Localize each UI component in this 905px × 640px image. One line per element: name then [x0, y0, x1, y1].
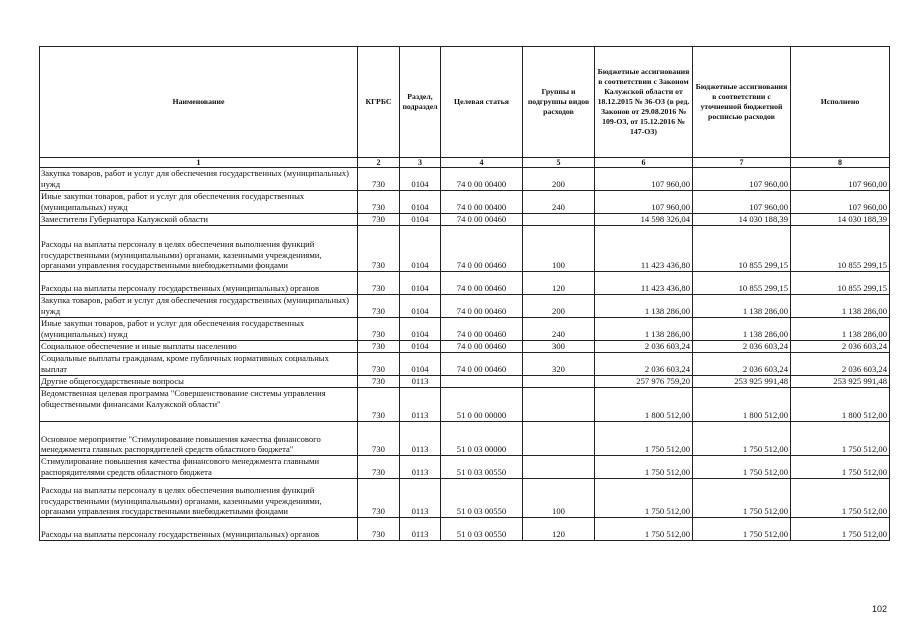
table-row: [40, 214, 890, 226]
row-law-amount: 1 750 512,00: [595, 456, 693, 479]
row-kgrbs: 730: [358, 318, 400, 341]
row-kgrbs: 730: [358, 353, 400, 376]
column-number: 3: [400, 158, 441, 168]
row-group: 320: [523, 353, 595, 376]
table-row: [40, 388, 890, 422]
budget-table-sheet: [39, 46, 889, 541]
column-number: 7: [693, 158, 791, 168]
row-kgrbs: 730: [358, 226, 400, 272]
row-law-amount: 11 423 436,80: [595, 272, 693, 295]
row-group: 100: [523, 479, 595, 518]
row-name: Стимулирование повышения качества финансового менеджмента главными распорядителями средств областного бюджета: [40, 456, 358, 479]
row-group: [523, 422, 595, 456]
row-group: 120: [523, 272, 595, 295]
row-name: Социальные выплаты гражданам, кроме публичных нормативных социальных выплат: [40, 353, 358, 376]
row-name: Закупка товаров, работ и услуг для обеспечения государственных (муниципальных) нужд: [40, 295, 358, 318]
row-done-amount: 1 800 512,00: [791, 388, 890, 422]
header-section: Раздел, подраздел: [400, 47, 441, 158]
row-group: [523, 388, 595, 422]
row-law-amount: 2 036 603,24: [595, 353, 693, 376]
row-target: 74 0 00 00460: [441, 295, 523, 318]
row-schedule-amount: 1 750 512,00: [693, 456, 791, 479]
row-schedule-amount: 1 750 512,00: [693, 422, 791, 456]
row-target: 74 0 00 00460: [441, 341, 523, 353]
row-kgrbs: 730: [358, 376, 400, 388]
row-group: 100: [523, 226, 595, 272]
table-row: [40, 226, 890, 272]
column-number: 5: [523, 158, 595, 168]
row-law-amount: 1 800 512,00: [595, 388, 693, 422]
row-section: 0104: [400, 214, 441, 226]
header-target: Целевая статья: [441, 47, 523, 158]
row-schedule-amount: 10 855 299,15: [693, 272, 791, 295]
row-target: 74 0 00 00460: [441, 353, 523, 376]
column-number-row: [40, 158, 890, 168]
table-row: [40, 295, 890, 318]
page-number: 102: [871, 604, 887, 614]
row-target: 74 0 00 00460: [441, 272, 523, 295]
row-name: Другие общегосударственные вопросы: [40, 376, 358, 388]
row-kgrbs: 730: [358, 191, 400, 214]
table-row: [40, 168, 890, 191]
row-group: 300: [523, 341, 595, 353]
header-law: Бюджетные ассигнования в соответствии с Законом Калужской области от 18.12.2015 № 36-ОЗ (в ред. Законов от 29.08.2016 № 109-ОЗ, от 15.12.2016 № 147-ОЗ): [595, 47, 693, 158]
row-section: 0104: [400, 226, 441, 272]
row-section: 0104: [400, 341, 441, 353]
row-target: [441, 376, 523, 388]
row-target: 74 0 00 00460: [441, 226, 523, 272]
row-section: 0104: [400, 295, 441, 318]
row-kgrbs: 730: [358, 168, 400, 191]
table-row: [40, 341, 890, 353]
row-section: 0113: [400, 456, 441, 479]
row-schedule-amount: 107 960,00: [693, 168, 791, 191]
row-kgrbs: 730: [358, 456, 400, 479]
row-target: 51 0 03 00550: [441, 518, 523, 541]
header-kgrbs: КГРБС: [358, 47, 400, 158]
row-schedule-amount: 1 800 512,00: [693, 388, 791, 422]
row-group: [523, 456, 595, 479]
row-kgrbs: 730: [358, 214, 400, 226]
header-groups: Группы и подгруппы видов расходов: [523, 47, 595, 158]
column-number: 1: [40, 158, 358, 168]
row-done-amount: 1 750 512,00: [791, 456, 890, 479]
header-schedule: Бюджетные ассигнования в соответствии с уточненной бюджетной росписью расходов: [693, 47, 791, 158]
row-kgrbs: 730: [358, 422, 400, 456]
row-target: 51 0 00 00000: [441, 388, 523, 422]
row-section: 0113: [400, 479, 441, 518]
header-done: Исполнено: [791, 47, 890, 158]
row-name: Расходы на выплаты персоналу государственных (муниципальных) органов: [40, 518, 358, 541]
row-done-amount: 14 030 188,39: [791, 214, 890, 226]
row-kgrbs: 730: [358, 518, 400, 541]
row-target: 74 0 00 00400: [441, 168, 523, 191]
row-group: 240: [523, 318, 595, 341]
table-row: [40, 376, 890, 388]
row-done-amount: 253 925 991,48: [791, 376, 890, 388]
row-schedule-amount: 1 138 286,00: [693, 295, 791, 318]
row-group: 120: [523, 518, 595, 541]
row-section: 0113: [400, 518, 441, 541]
row-kgrbs: 730: [358, 479, 400, 518]
row-schedule-amount: 10 855 299,15: [693, 226, 791, 272]
row-section: 0104: [400, 168, 441, 191]
row-section: 0113: [400, 376, 441, 388]
column-number: 8: [791, 158, 890, 168]
row-done-amount: 1 138 286,00: [791, 295, 890, 318]
row-law-amount: 1 750 512,00: [595, 518, 693, 541]
budget-table: [39, 46, 890, 541]
table-row: [40, 456, 890, 479]
row-group: 200: [523, 168, 595, 191]
row-law-amount: 1 138 286,00: [595, 295, 693, 318]
row-name: Иные закупки товаров, работ и услуг для обеспечения государственных (муниципальных) нужд: [40, 191, 358, 214]
column-number: 2: [358, 158, 400, 168]
row-schedule-amount: 107 960,00: [693, 191, 791, 214]
row-law-amount: 257 976 759,20: [595, 376, 693, 388]
row-schedule-amount: 2 036 603,24: [693, 341, 791, 353]
row-done-amount: 107 960,00: [791, 168, 890, 191]
row-section: 0104: [400, 272, 441, 295]
row-done-amount: 10 855 299,15: [791, 272, 890, 295]
row-law-amount: 2 036 603,24: [595, 341, 693, 353]
table-row: [40, 479, 890, 518]
row-done-amount: 1 750 512,00: [791, 479, 890, 518]
row-kgrbs: 730: [358, 272, 400, 295]
row-section: 0104: [400, 318, 441, 341]
row-law-amount: 1 750 512,00: [595, 479, 693, 518]
row-law-amount: 107 960,00: [595, 168, 693, 191]
row-name: Иные закупки товаров, работ и услуг для обеспечения государственных (муниципальных) нужд: [40, 318, 358, 341]
table-row: [40, 191, 890, 214]
row-name: Расходы на выплаты персоналу государственных (муниципальных) органов: [40, 272, 358, 295]
row-done-amount: 2 036 603,24: [791, 341, 890, 353]
row-schedule-amount: 1 138 286,00: [693, 318, 791, 341]
row-schedule-amount: 14 030 188,39: [693, 214, 791, 226]
row-done-amount: 1 750 512,00: [791, 518, 890, 541]
header-row: [40, 47, 890, 158]
row-target: 51 0 03 00000: [441, 422, 523, 456]
table-row: [40, 518, 890, 541]
row-done-amount: 2 036 603,24: [791, 353, 890, 376]
table-row: [40, 422, 890, 456]
row-target: 74 0 00 00460: [441, 318, 523, 341]
row-kgrbs: 730: [358, 295, 400, 318]
row-done-amount: 1 750 512,00: [791, 422, 890, 456]
row-section: 0113: [400, 388, 441, 422]
row-target: 51 0 03 00550: [441, 456, 523, 479]
table-row: [40, 318, 890, 341]
row-name: Основное мероприятие "Стимулирование повышения качества финансового менеджмента главных распорядителей средств областного бюджета": [40, 422, 358, 456]
row-kgrbs: 730: [358, 341, 400, 353]
row-done-amount: 1 138 286,00: [791, 318, 890, 341]
row-law-amount: 11 423 436,80: [595, 226, 693, 272]
table-row: [40, 272, 890, 295]
row-schedule-amount: 1 750 512,00: [693, 479, 791, 518]
row-done-amount: 10 855 299,15: [791, 226, 890, 272]
row-law-amount: 107 960,00: [595, 191, 693, 214]
row-group: 200: [523, 295, 595, 318]
row-name: Расходы на выплаты персоналу в целях обеспечения выполнения функций государственными (муниципальными) органами, казенными учреждениями, органами управления государственными внебюджетными фондами: [40, 226, 358, 272]
row-name: Расходы на выплаты персоналу в целях обеспечения выполнения функций государственными (муниципальными) органами, казенными учреждениями, органами управления государственными внебюджетными фондами: [40, 479, 358, 518]
row-kgrbs: 730: [358, 388, 400, 422]
row-group: [523, 376, 595, 388]
header-name: Наименование: [40, 47, 358, 158]
row-done-amount: 107 960,00: [791, 191, 890, 214]
row-schedule-amount: 1 750 512,00: [693, 518, 791, 541]
column-number: 6: [595, 158, 693, 168]
row-schedule-amount: 2 036 603,24: [693, 353, 791, 376]
column-number: 4: [441, 158, 523, 168]
row-schedule-amount: 253 925 991,48: [693, 376, 791, 388]
row-law-amount: 14 598 326,04: [595, 214, 693, 226]
row-target: 74 0 00 00460: [441, 214, 523, 226]
row-name: Заместители Губернатора Калужской области: [40, 214, 358, 226]
row-name: Ведомственная целевая программа "Совершенствование системы управления общественными финансами Калужской области": [40, 388, 358, 422]
row-group: 240: [523, 191, 595, 214]
row-law-amount: 1 750 512,00: [595, 422, 693, 456]
row-section: 0104: [400, 191, 441, 214]
row-name: Закупка товаров, работ и услуг для обеспечения государственных (муниципальных) нужд: [40, 168, 358, 191]
row-section: 0113: [400, 422, 441, 456]
row-target: 51 0 03 00550: [441, 479, 523, 518]
row-name: Социальное обеспечение и иные выплаты населению: [40, 341, 358, 353]
table-row: [40, 353, 890, 376]
row-section: 0104: [400, 353, 441, 376]
row-target: 74 0 00 00400: [441, 191, 523, 214]
row-group: [523, 214, 595, 226]
row-law-amount: 1 138 286,00: [595, 318, 693, 341]
